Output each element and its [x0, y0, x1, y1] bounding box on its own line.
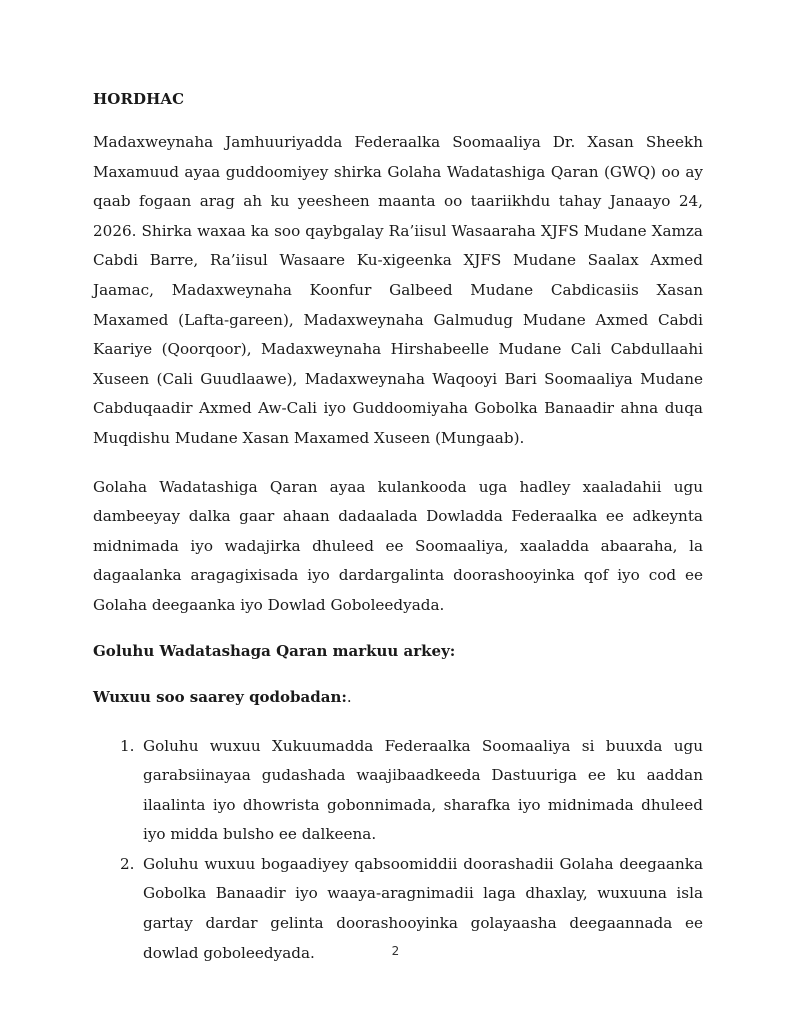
resolutions-heading [93, 686, 703, 708]
council-observed-heading: Goluhu Wadatashaga Qaran markuu arkey: [93, 641, 456, 660]
section-heading: HORDHAC [93, 90, 185, 108]
list-item-text: Goluhu wuxuu bogaadiyey qabsoomiddii doorashadii Golaha deegaanka Gobolka Banaadir iyo waaya-aragnimadii laga dhaxlay, wuxuuna isla gartay dardar gelinta doorashooyinka golayaasha deegaannada ee dowlad goboleedyada. [143, 854, 703, 962]
list-item-text: Goluhu wuxuu Xukuumadda Federaalka Soomaaliya si buuxda ugu garabsiinayaa gudashada waajibaadkeeda Dastuuriga ee ku aaddan ilaalinta iyo dhowrista gobonnimada, sharafka iyo midnimada dhuleed iyo midda bulsho ee dalkeena. [143, 736, 703, 844]
list-item-number: 1. [120, 736, 135, 755]
list-item-number: 2. [120, 854, 135, 873]
resolutions-heading-text: Wuxuu soo saarey qodobadan: [93, 687, 347, 706]
discussion-paragraph: Golaha Wadatashiga Qaran ayaa kulankooda uga hadley xaaladahii ugu dambeeyay dalka gaar ahaan dadaalada Dowladda Federaalka ee adkeynta midnimada iyo wadajirka dhuleed ee Soomaaliya, xaaladda abaaraha, la dagaalanka aragagixisada iyo dardargalinta doorashooyinka qof iyo cod ee Golaha deegaanka iyo Dowlad Goboleedyada. [93, 477, 703, 614]
resolutions-heading-trail: . [346, 687, 352, 706]
page-number: 2 [391, 944, 400, 958]
intro-paragraph: Madaxweynaha Jamhuuriyadda Federaalka Soomaaliya Dr. Xasan Sheekh Maxamuud ayaa guddoomiyey shirka Golaha Wadatashiga Qaran (GWQ) oo ay qaab fogaan arag ah ku yeesheen maanta oo taariikhdu tahay Janaayo 24, 2026. Shirka waxaa ka soo qaybgalay Ra’iisul Wasaaraha XJFS Mudane Xamza Cabdi Barre, Ra’iisul Wasaare Ku-xigeenka XJFS Mudane Saalax Axmed Jaamac, Madaxweynaha Koonfur Galbeed Mudane Cabdicasiis Xasan Maxamed (Lafta-gareen), Madaxweynaha Galmudug Mudane Axmed Cabdi Kaariye (Qoorqoor), Madaxweynaha Hirshabeelle Mudane Cali Cabdullaahi Xuseen (Cali Guudlaawe), Madaxweynaha Waqooyi Bari Soomaaliya Mudane Cabduqaadir Axmed Aw-Cali iyo Guddoomiyaha Gobolka Banaadir ahna duqa Muqdishu Mudane Xasan Maxamed Xuseen (Mungaab). [93, 133, 703, 447]
list-item [93, 732, 703, 850]
page-content [93, 88, 703, 968]
resolution-list [93, 732, 703, 969]
